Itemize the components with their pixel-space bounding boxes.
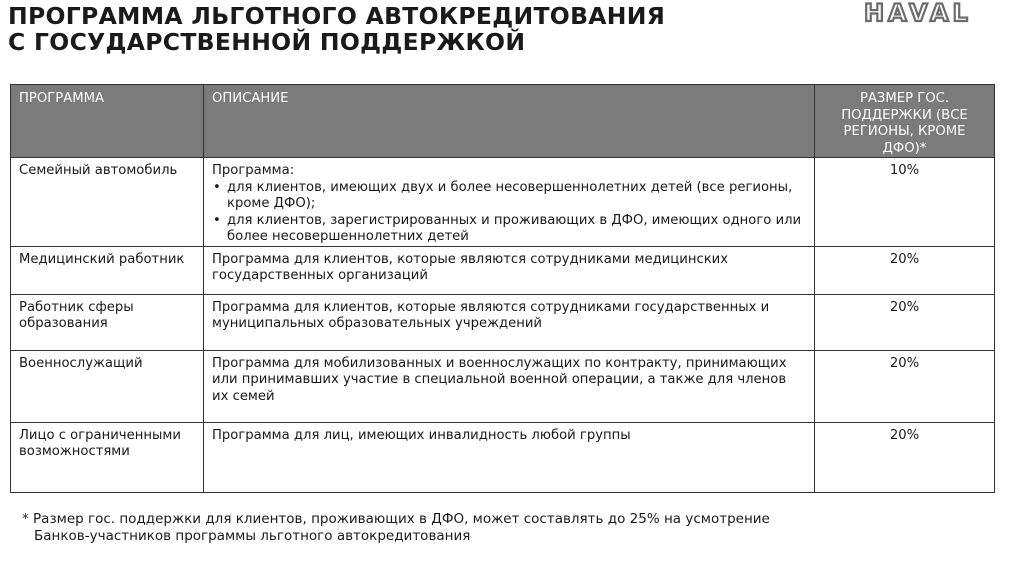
page-title xyxy=(8,3,665,55)
table-row xyxy=(11,158,995,247)
program-description: Программа для клиентов, которые являются сотрудниками государственных и муниципальных образовательных учреждений xyxy=(204,294,815,350)
page-title-line-2: С ГОСУДАРСТВЕННОЙ ПОДДЕРЖКОЙ xyxy=(8,28,526,56)
footnote xyxy=(22,511,770,545)
table-row xyxy=(11,294,995,350)
support-value: 20% xyxy=(815,246,995,294)
program-description xyxy=(204,158,815,247)
support-value: 10% xyxy=(815,158,995,247)
table-row xyxy=(11,422,995,492)
header-description: ОПИСАНИЕ xyxy=(204,85,815,158)
program-name: Работник сферы образования xyxy=(11,294,204,350)
footnote-line-2: Банков-участников программы льготного автокредитования xyxy=(34,528,471,544)
program-description: Программа для мобилизованных и военнослужащих по контракту, принимающих или принимавших участие в специальной военной операции, а также для членов их семей xyxy=(204,350,815,422)
support-value: 20% xyxy=(815,422,995,492)
table-row xyxy=(11,350,995,422)
programs-table xyxy=(10,84,995,493)
program-name: Медицинский работник xyxy=(11,246,204,294)
haval-logo: HAVAL xyxy=(864,0,972,27)
header-program: ПРОГРАММА xyxy=(11,85,204,158)
header-support-size: РАЗМЕР ГОС. ПОДДЕРЖКИ (ВСЕ РЕГИОНЫ, КРОМЕ ДФО)* xyxy=(815,85,995,158)
description-intro: Программа: xyxy=(212,163,295,178)
support-value: 20% xyxy=(815,294,995,350)
program-name: Семейный автомобиль xyxy=(11,158,204,247)
program-name: Лицо с ограниченными возможностями xyxy=(11,422,204,492)
table-row xyxy=(11,246,995,294)
program-name: Военнослужащий xyxy=(11,350,204,422)
footnote-line-1: * Размер гос. поддержки для клиентов, проживающих в ДФО, может составлять до 25% на усмотрение xyxy=(22,511,770,527)
program-description: Программа для лиц, имеющих инвалидность любой группы xyxy=(204,422,815,492)
program-description: Программа для клиентов, которые являются сотрудниками медицинских государственных организаций xyxy=(204,246,815,294)
table-header-row xyxy=(11,85,995,158)
page-title-line-1: ПРОГРАММА ЛЬГОТНОГО АВТОКРЕДИТОВАНИЯ xyxy=(8,2,666,30)
description-bullet: • для клиентов, зарегистрированных и проживающих в ДФО, имеющих одного или более несовершеннолетних детей xyxy=(212,213,806,246)
description-bullet: • для клиентов, имеющих двух и более несовершеннолетних детей (все регионы, кроме ДФО); xyxy=(212,180,806,213)
support-value: 20% xyxy=(815,350,995,422)
description-bullet-list xyxy=(212,180,806,246)
